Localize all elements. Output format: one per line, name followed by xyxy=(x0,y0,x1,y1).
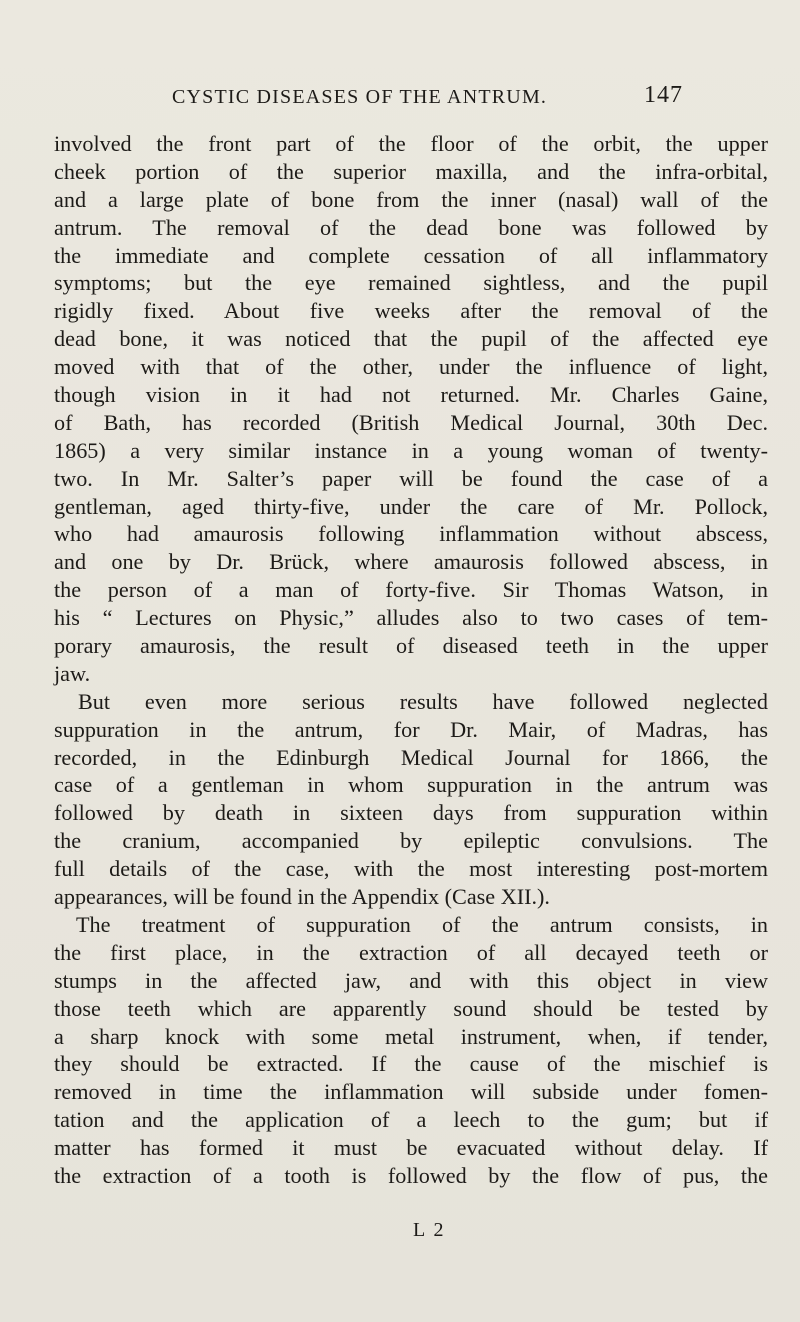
text-line: involved the front part of the floor of the orbit, the upper xyxy=(54,131,768,156)
body-text xyxy=(54,130,768,1190)
paragraph-1 xyxy=(54,130,768,688)
text-line: moved with that of the other, under the influence of light, xyxy=(54,354,768,380)
text-line: the first place, in the extraction of all decayed teeth or xyxy=(54,939,768,965)
text-line: gentleman, aged thirty-five, under the care of Mr. Pollock, xyxy=(54,493,768,519)
signature-mark: L 2 xyxy=(413,1219,446,1241)
text-line: though vision in it had not returned. Mr. Charles Gaine, xyxy=(54,382,768,408)
text-line: the extraction of a tooth is followed by the flow of pus, the xyxy=(54,1162,768,1188)
text-line: stumps in the affected jaw, and with this object in view xyxy=(54,967,768,993)
text-line: two. In Mr. Salter’s paper will be found the case of a xyxy=(54,465,768,491)
text-line: rigidly fixed. About five weeks after the removal of the xyxy=(54,298,768,324)
text-line: a sharp knock with some metal instrument, when, if tender, xyxy=(54,1023,768,1049)
text-line: those teeth which are apparently sound should be tested by xyxy=(54,995,768,1021)
text-line: recorded, in the Edinburgh Medical Journal for 1866, the xyxy=(54,744,768,770)
text-line: of Bath, has recorded (British Medical Journal, 30th Dec. xyxy=(54,409,768,435)
text-line: removed in time the inflammation will subside under fomen- xyxy=(54,1079,768,1105)
text-line: tation and the application of a leech to the gum; but if xyxy=(54,1107,768,1133)
text-line: appearances, will be found in the Appendix (Case XII.). xyxy=(54,884,550,910)
text-line: full details of the case, with the most interesting post-mortem xyxy=(54,856,768,882)
text-line: the person of a man of forty-five. Sir Thomas Watson, in xyxy=(54,577,768,603)
text-line: But even more serious results have followed neglected xyxy=(78,688,768,714)
running-title: CYSTIC DISEASES OF THE ANTRUM. xyxy=(172,86,548,108)
text-line: jaw. xyxy=(54,660,91,686)
text-line: and a large plate of bone from the inner (nasal) wall of the xyxy=(54,186,768,212)
page-number: 147 xyxy=(644,82,683,108)
text-line: who had amaurosis following inflammation without abscess, xyxy=(54,521,768,547)
paragraph-3 xyxy=(54,911,768,1190)
text-line: they should be extracted. If the cause of the mischief is xyxy=(54,1051,768,1077)
text-line: and one by Dr. Brück, where amaurosis followed abscess, in xyxy=(54,549,768,575)
text-line: case of a gentleman in whom suppuration in the antrum was xyxy=(54,772,768,798)
text-line: the immediate and complete cessation of all inflammatory xyxy=(54,242,768,268)
text-line: dead bone, it was noticed that the pupil of the affected eye xyxy=(54,326,768,352)
text-line: The treatment of suppuration of the antrum consists, in xyxy=(76,911,768,937)
text-line: his “ Lectures on Physic,” alludes also to two cases of tem- xyxy=(54,605,768,631)
page-header xyxy=(0,82,800,118)
text-line: antrum. The removal of the dead bone was followed by xyxy=(54,214,768,240)
text-line: porary amaurosis, the result of diseased teeth in the upper xyxy=(54,633,768,659)
paragraph-2 xyxy=(54,688,768,911)
text-line: followed by death in sixteen days from suppuration within xyxy=(54,800,768,826)
text-line: symptoms; but the eye remained sightless, and the pupil xyxy=(54,270,768,296)
text-line: suppuration in the antrum, for Dr. Mair, of Madras, has xyxy=(54,716,768,742)
text-line: cheek portion of the superior maxilla, and the infra-orbital, xyxy=(54,158,768,184)
text-line: matter has formed it must be evacuated without delay. If xyxy=(54,1135,768,1161)
text-line: the cranium, accompanied by epileptic convulsions. The xyxy=(54,828,768,854)
text-line: 1865) a very similar instance in a young woman of twenty- xyxy=(54,437,768,463)
